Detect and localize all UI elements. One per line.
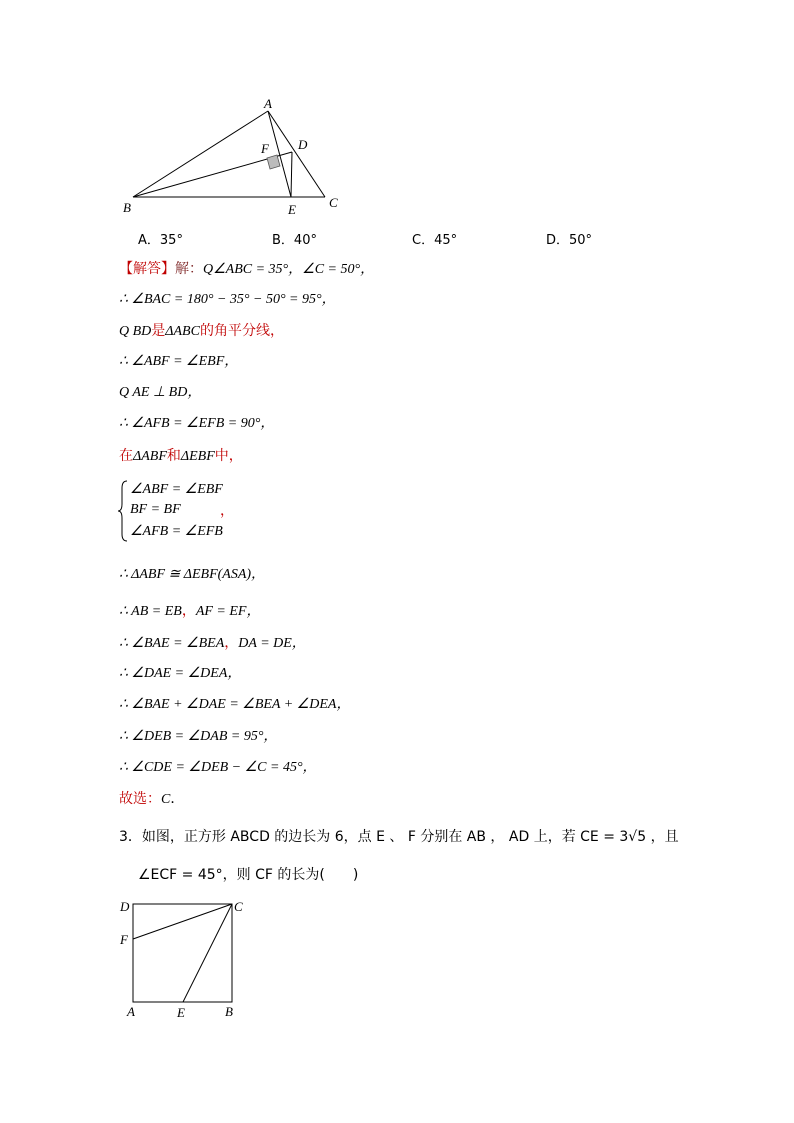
line10-comma: ， (224, 635, 239, 651)
line9-comma: ， (181, 603, 196, 619)
solution-given: Q∠ABC = 35°，∠C = 50°， (203, 262, 375, 277)
question-3-line-2: ∠ECF = 45°，则 CF 的长为( ) (138, 867, 359, 883)
option-b-value: 40° (293, 233, 317, 248)
line9-af-ef: AF = EF， (195, 604, 261, 619)
option-d-letter: D． (546, 233, 570, 248)
solution-line-7 (119, 447, 243, 466)
solution-line-2: ∴ ∠BAC = 180° − 35° − 50° = 95°， (119, 292, 336, 307)
label-b: B (123, 200, 131, 215)
label-f2: F (120, 932, 128, 947)
line3-triangle: ΔABC (165, 324, 200, 339)
left-brace (118, 480, 128, 542)
label-a2: A (127, 1004, 135, 1019)
segment-de (291, 152, 292, 197)
option-a-value: 35° (159, 233, 183, 248)
label-e2: E (177, 1005, 185, 1020)
solution-answer (119, 790, 184, 809)
solution-line-5: Q AE ⊥ BD， (119, 385, 202, 400)
segment-ab (133, 111, 268, 197)
label-e: E (288, 202, 296, 217)
right-angle-mark (267, 155, 280, 169)
option-c-letter: C． (412, 233, 435, 248)
option-a-letter: A． (138, 233, 160, 248)
answer-label: 故选： (119, 791, 161, 807)
option-b[interactable] (272, 229, 317, 248)
triangle-figure (110, 95, 360, 225)
option-d-value: 50° (569, 233, 593, 248)
label-c: C (329, 195, 338, 210)
line7-he: 和 (166, 448, 181, 464)
solution-line-13: ∴ ∠DEB = ∠DAB = 95°， (119, 729, 278, 744)
line9-ab-eb: ∴ AB = EB (119, 604, 182, 619)
label-a: A (264, 96, 272, 111)
line7-zhong: 中， (214, 448, 243, 464)
square-figure (112, 893, 262, 1028)
segment-ac (268, 111, 325, 197)
label-d: D (298, 137, 308, 152)
line3-shi: 是 (151, 323, 166, 339)
option-a[interactable] (138, 229, 183, 248)
line3-bd: Q BD (119, 324, 152, 339)
label-f: F (261, 141, 269, 156)
solution-line-1 (119, 260, 374, 279)
solution-line-11: ∴ ∠DAE = ∠DEA， (119, 666, 242, 681)
option-b-letter: B． (272, 233, 294, 248)
line7-ebf: ΔEBF (180, 449, 215, 464)
segment-ae (268, 111, 291, 197)
solution-line-3 (119, 322, 284, 341)
solution-line-12: ∴ ∠BAE + ∠DAE = ∠BEA + ∠DEA， (119, 697, 351, 712)
solution-line-6: ∴ ∠AFB = ∠EFB = 90°， (119, 416, 275, 431)
question-3-line-1: 3．如图，正方形 ABCD 的边长为 6，点 E 、 F 分别在 AB ， AD 上，若 CE = 3√5 ，且 (119, 829, 679, 845)
system-eq-2: BF = BF (130, 502, 181, 517)
system-eq-1: ∠ABF = ∠EBF (130, 482, 223, 497)
solution-line-8: ∴ ΔABF ≅ ΔEBF(ASA)， (119, 567, 266, 582)
label-b2: B (225, 1004, 233, 1019)
solution-line-14: ∴ ∠CDE = ∠DEB − ∠C = 45°， (119, 760, 317, 775)
option-c[interactable] (412, 229, 457, 248)
line7-zai: 在 (119, 448, 133, 464)
solution-line-10 (119, 634, 306, 653)
answer-choice: C (161, 792, 171, 807)
square-abcd (133, 904, 232, 1002)
label-c2: C (234, 899, 243, 914)
line3-bisector: 的角平分线， (199, 323, 284, 339)
system-comma: ， (220, 503, 234, 519)
solution-line-9 (119, 602, 260, 621)
line7-abf: ΔABF (133, 449, 167, 464)
option-d[interactable] (546, 229, 592, 248)
line10-angles: ∴ ∠BAE = ∠BEA (119, 636, 225, 651)
option-c-value: 45° (434, 233, 458, 248)
solution-jie: 解： (175, 261, 203, 277)
answer-period: ． (170, 791, 185, 807)
solution-header: 【解答】 (119, 261, 175, 277)
solution-line-4: ∴ ∠ABF = ∠EBF， (119, 354, 239, 369)
label-d2: D (120, 899, 130, 914)
system-eq-3: ∠AFB = ∠EFB (130, 524, 223, 539)
line10-da-de: DA = DE， (238, 636, 306, 651)
